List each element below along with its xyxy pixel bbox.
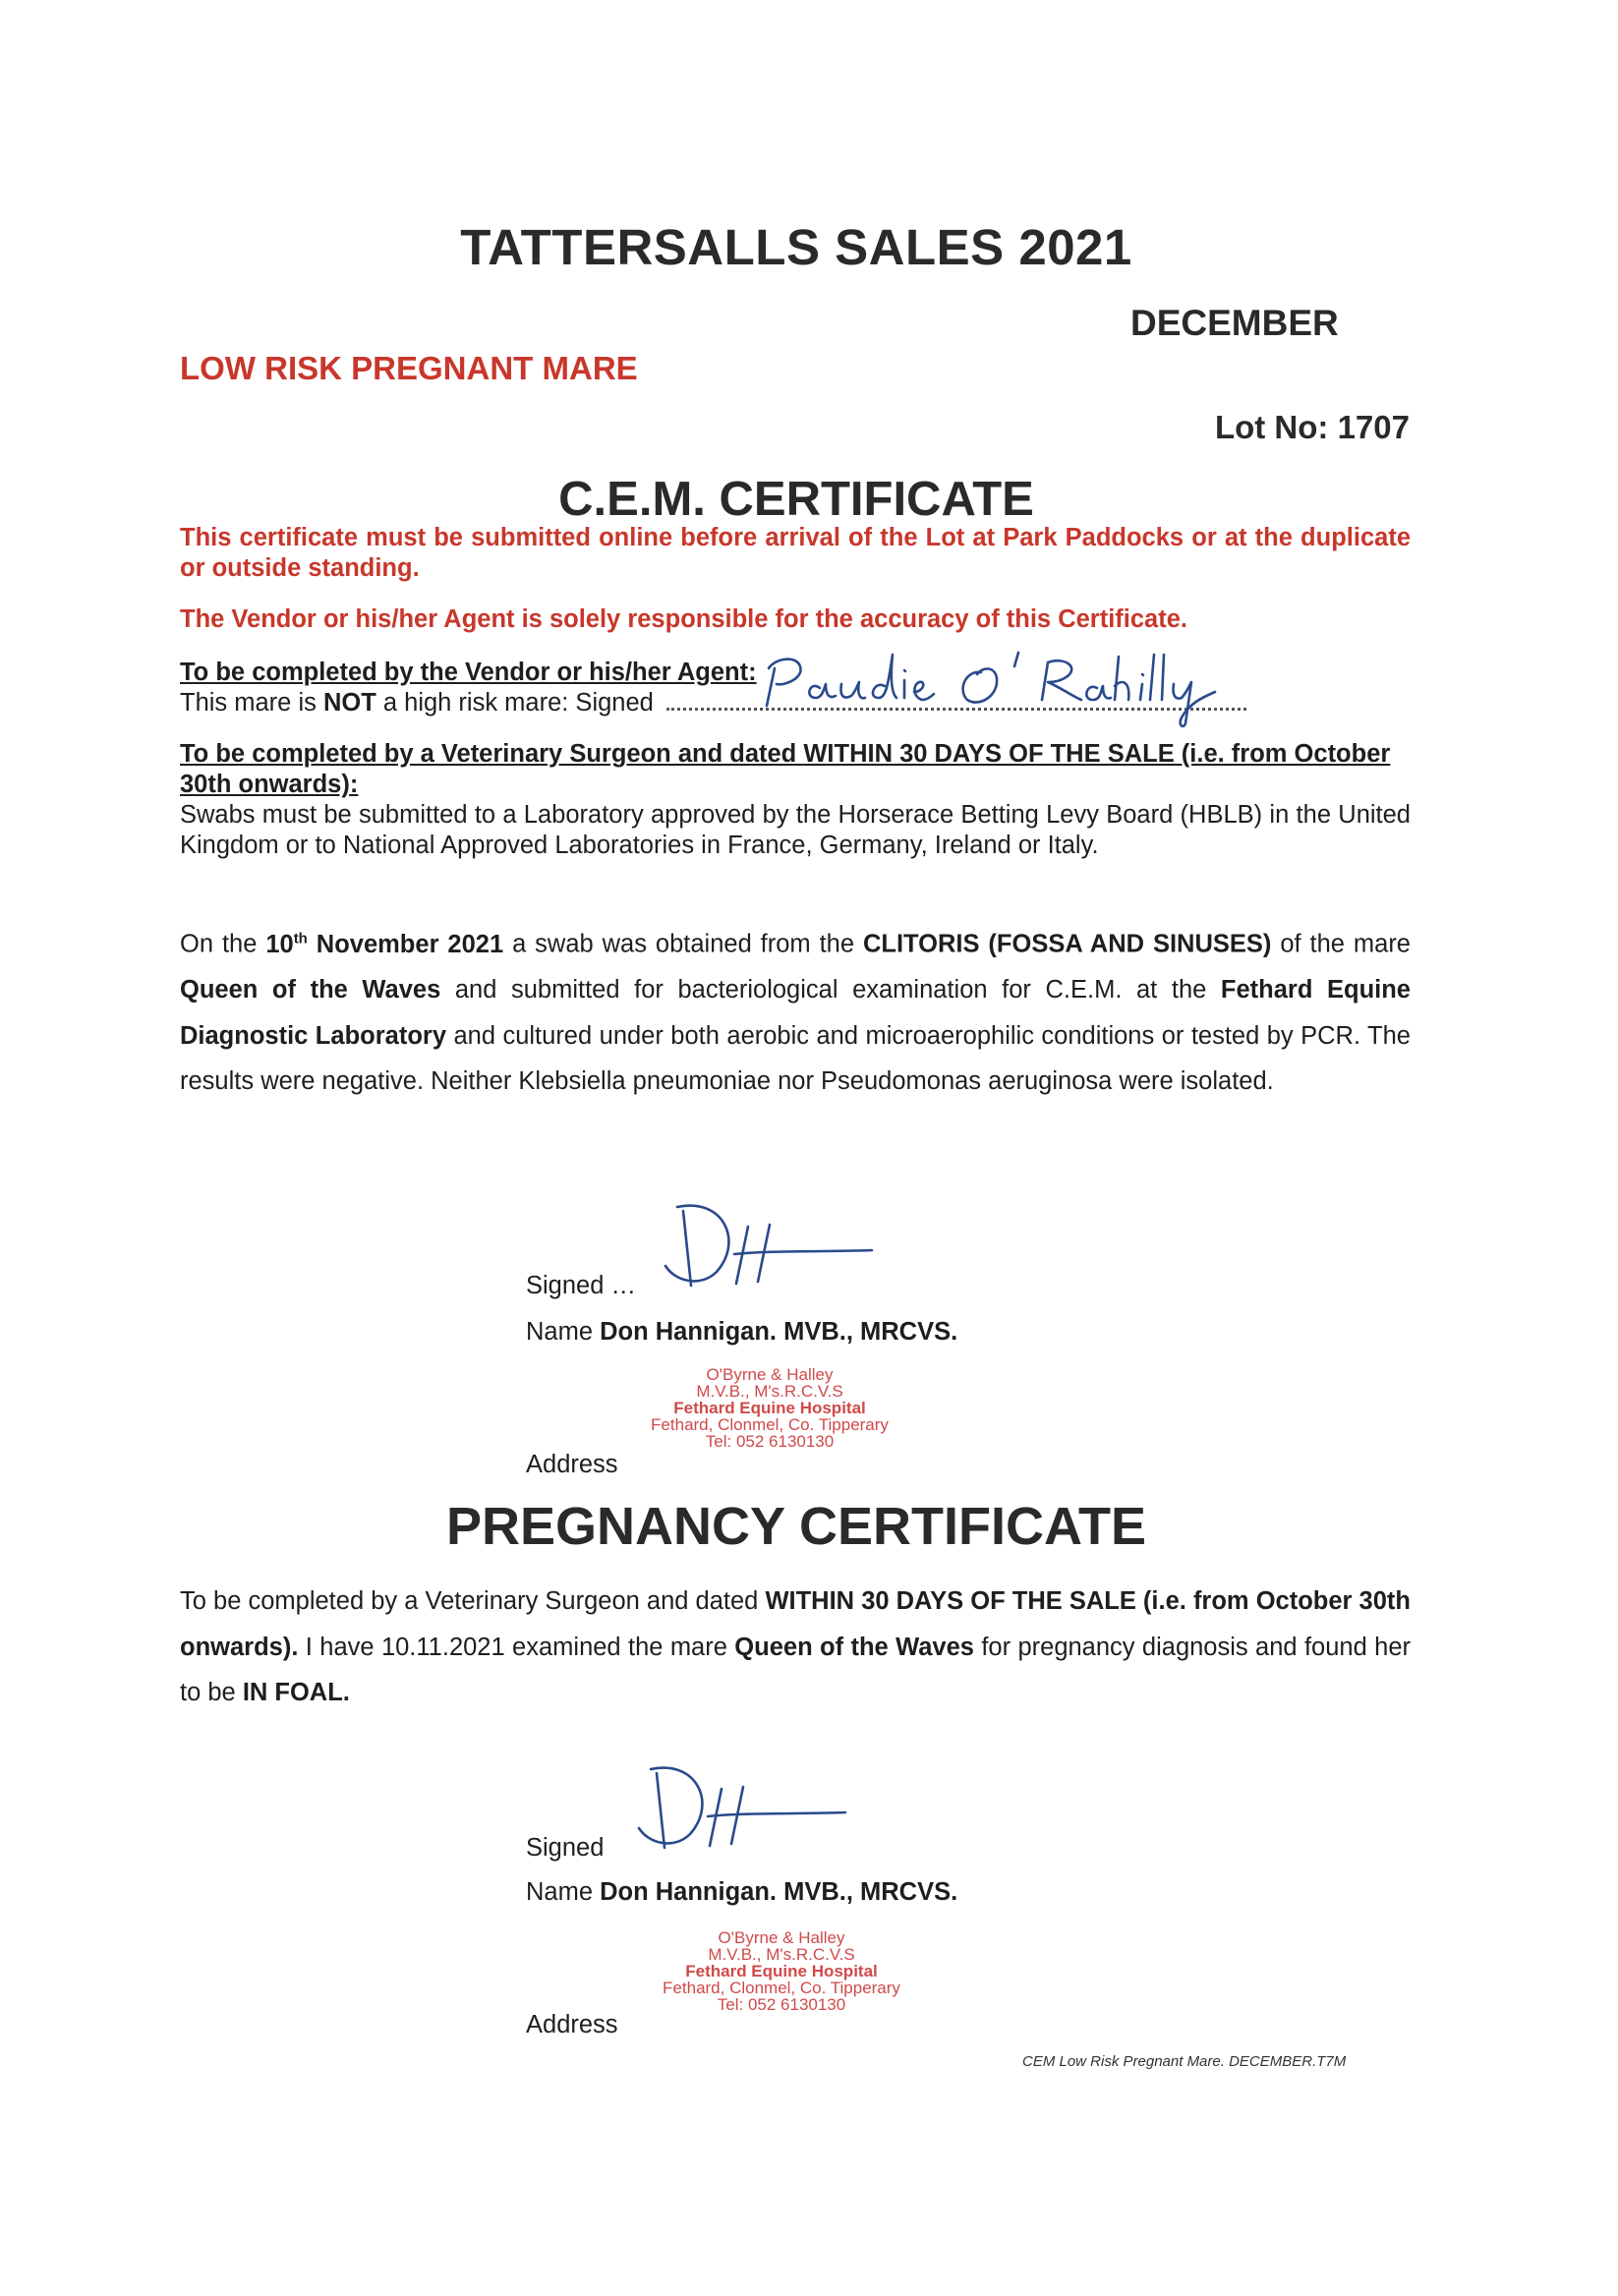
lot-number: Lot No: 1707 <box>1214 409 1410 445</box>
pregnancy-certificate-title: PREGNANCY CERTIFICATE <box>445 1497 1147 1556</box>
swab-date: 10th November 2021 <box>265 930 504 958</box>
pregnancy-vet-signature <box>627 1759 853 1867</box>
pregnancy-vet-name-line: Name Don Hannigan. MVB., MRCVS. <box>526 1878 958 1906</box>
mare-name: Queen of the Waves <box>180 976 441 1004</box>
pregnancy-paragraph: To be completed by a Veterinary Surgeon and dated WITHIN 30 DAYS OF THE SALE (i.e. from October 30th onwards). I have 10.11.2021 examined the mare Queen of the Waves for pregnancy diagnosis and found her to be IN FOAL. <box>180 1587 1411 1706</box>
document-footer: CEM Low Risk Pregnant Mare. DECEMBER.T7M <box>1022 2053 1347 2070</box>
swabs-instruction: Swabs must be submitted to a Laboratory approved by the Horserace Betting Levy Board (HBLB) in the United Kingdom or to National Approved Laboratories in France, Germany, Ireland or Italy. <box>180 801 1411 859</box>
cem-signed-label: Signed … <box>526 1272 636 1299</box>
risk-label: LOW RISK PREGNANT MARE <box>180 350 638 386</box>
vet-section-heading: To be completed by a Veterinary Surgeon and dated WITHIN 30 DAYS OF THE SALE (i.e. from October 30th onwards): <box>180 740 1391 798</box>
cem-vet-name-line: Name Don Hannigan. MVB., MRCVS. <box>526 1318 958 1346</box>
pregnancy-hospital-stamp: O'Byrne & Halley M.V.B., M's.R.C.V.S Fethard Equine Hospital Fethard, Clonmel, Co. Tipperary Tel: 052 6130130 <box>663 1928 900 2014</box>
vendor-signature <box>757 641 1219 729</box>
sale-month: DECEMBER <box>1130 303 1339 343</box>
vendor-declaration: This mare is NOT a high risk mare: Signed <box>180 689 1246 718</box>
vet-signature <box>654 1197 880 1305</box>
cem-address-label: Address <box>526 1451 618 1478</box>
cem-result-paragraph: On the 10th November 2021 a swab was obtained from the CLITORIS (FOSSA AND SINUSES) of the mare Queen of the Waves and submitted for bacteriological examination for C.E.M. at the Fethard Equine Diagnostic Laboratory and cultured under both aerobic and microaerophilic conditions or tested by PCR. The results were negative. Neither Klebsiella pneumoniae nor Pseudomonas aeruginosa were isolated. <box>180 930 1411 1095</box>
pregnancy-address-label: Address <box>526 2011 618 2038</box>
pregnancy-mare-name: Queen of the Waves <box>734 1633 974 1661</box>
submission-notice: This certificate must be submitted online before arrival of the Lot at Park Paddocks or at the duplicate or outside standing. <box>180 524 1411 582</box>
lab-name: Fethard Equine Diagnostic Laboratory <box>180 976 1411 1050</box>
sales-title: TATTERSALLS SALES 2021 <box>460 219 1132 275</box>
pregnancy-signed-label: Signed <box>526 1834 605 1862</box>
vendor-section-heading: To be completed by the Vendor or his/her Agent: <box>180 659 757 686</box>
cem-hospital-stamp: O'Byrne & Halley M.V.B., M's.R.C.V.S Fethard Equine Hospital Fethard, Clonmel, Co. Tipperary Tel: 052 6130130 <box>651 1365 889 1451</box>
cem-certificate-title: C.E.M. CERTIFICATE <box>558 473 1034 526</box>
pregnancy-result: IN FOAL. <box>242 1679 350 1706</box>
responsibility-notice: The Vendor or his/her Agent is solely responsible for the accuracy of this Certificate. <box>180 605 1187 633</box>
